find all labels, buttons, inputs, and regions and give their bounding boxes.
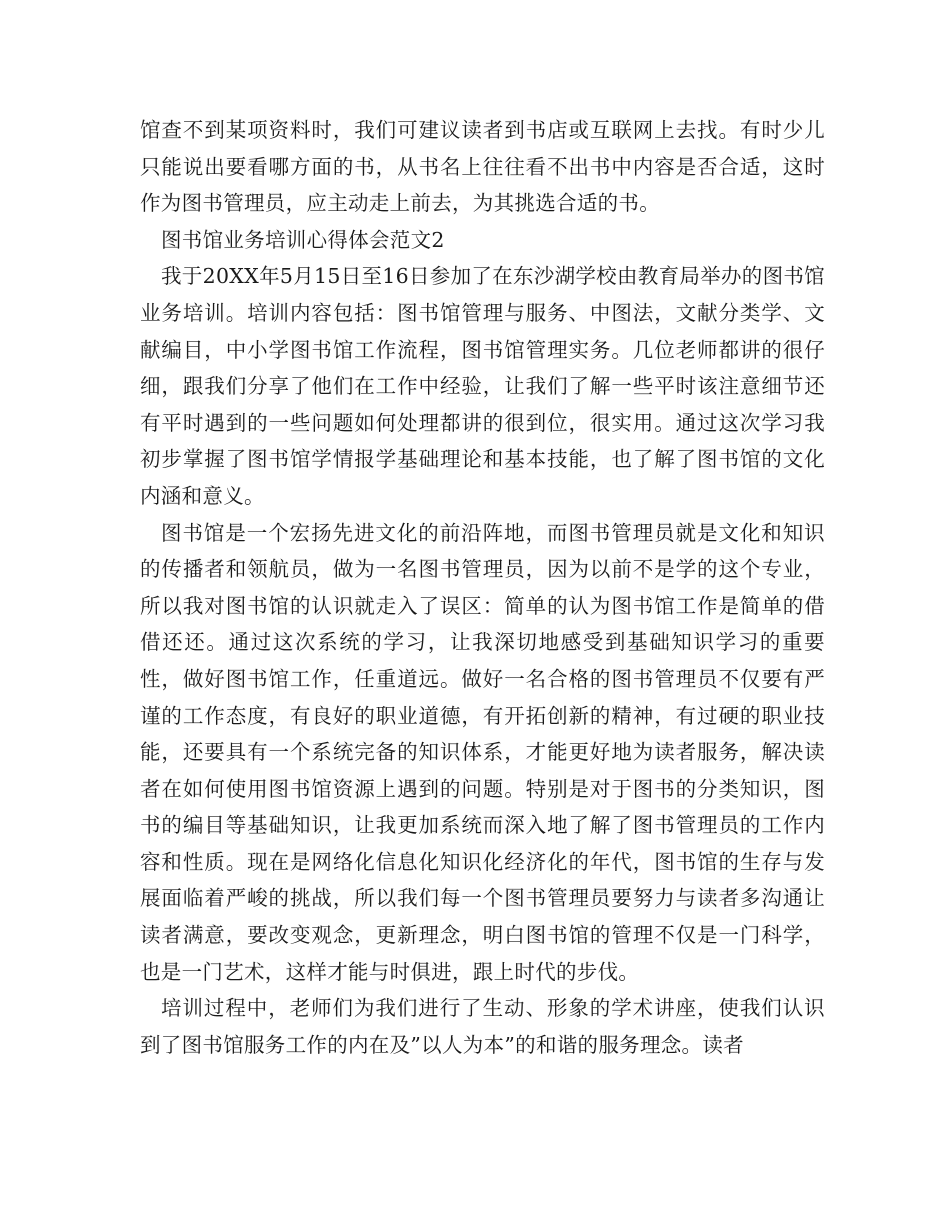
paragraph-continuation: 馆查不到某项资料时，我们可建议读者到书店或互联网上去找。有时少儿只能说出要看哪方面的书，从书名上往往看不出书中内容是否合适，这时作为图书管理员，应主动走上前去，为其挑选合适的书。 <box>140 118 825 216</box>
paragraph-training-intro: 我于20XX年5月15日至16日参加了在东沙湖学校由教育局举办的图书馆业务培训。培训内容包括：图书馆管理与服务、中图法，文献分类学、文献编目，中小学图书馆工作流程，图书馆管理实务。几位老师都讲的很仔细，跟我们分享了他们在工作中经验，让我们了解一些平时该注意细节还有平时遇到的一些问题如何处理都讲的很到位，很实用。通过这次学习我初步掌握了图书馆学情报学基础理论和基本技能，也了解了图书馆的文化内涵和意义。 <box>140 264 825 508</box>
paragraph-training-process: 培训过程中，老师们为我们进行了生动、形象的学术讲座，使我们认识到了图书馆服务工作的内在及”以人为本”的和谐的服务理念。读者 <box>140 996 825 1057</box>
section-heading: 图书馆业务培训心得体会范文2 <box>161 227 445 252</box>
document-page <box>140 112 825 1063</box>
paragraph-library-role: 图书馆是一个宏扬先进文化的前沿阵地，而图书管理员就是文化和知识的传播者和领航员，做为一名图书管理员，因为以前不是学的这个专业，所以我对图书馆的认识就走入了误区：简单的认为图书馆工作是简单的借借还还。通过这次系统的学习，让我深切地感受到基础知识学习的重要性，做好图书馆工作，任重道远。做好一名合格的图书管理员不仅要有严谨的工作态度，有良好的职业道德，有开拓创新的精神，有过硬的职业技能，还要具有一个系统完备的知识体系，才能更好地为读者服务，解决读者在如何使用图书馆资源上遇到的问题。特别是对于图书的分类知识，图书的编目等基础知识，让我更加系统而深入地了解了图书管理员的工作内容和性质。现在是网络化信息化知识化经济化的年代，图书馆的生存与发展面临着严峻的挑战，所以我们每一个图书管理员要努力与读者多沟通让读者满意，要改变观念，更新理念，明白图书馆的管理不仅是一门科学，也是一门艺术，这样才能与时俱进，跟上时代的步伐。 <box>140 520 825 984</box>
